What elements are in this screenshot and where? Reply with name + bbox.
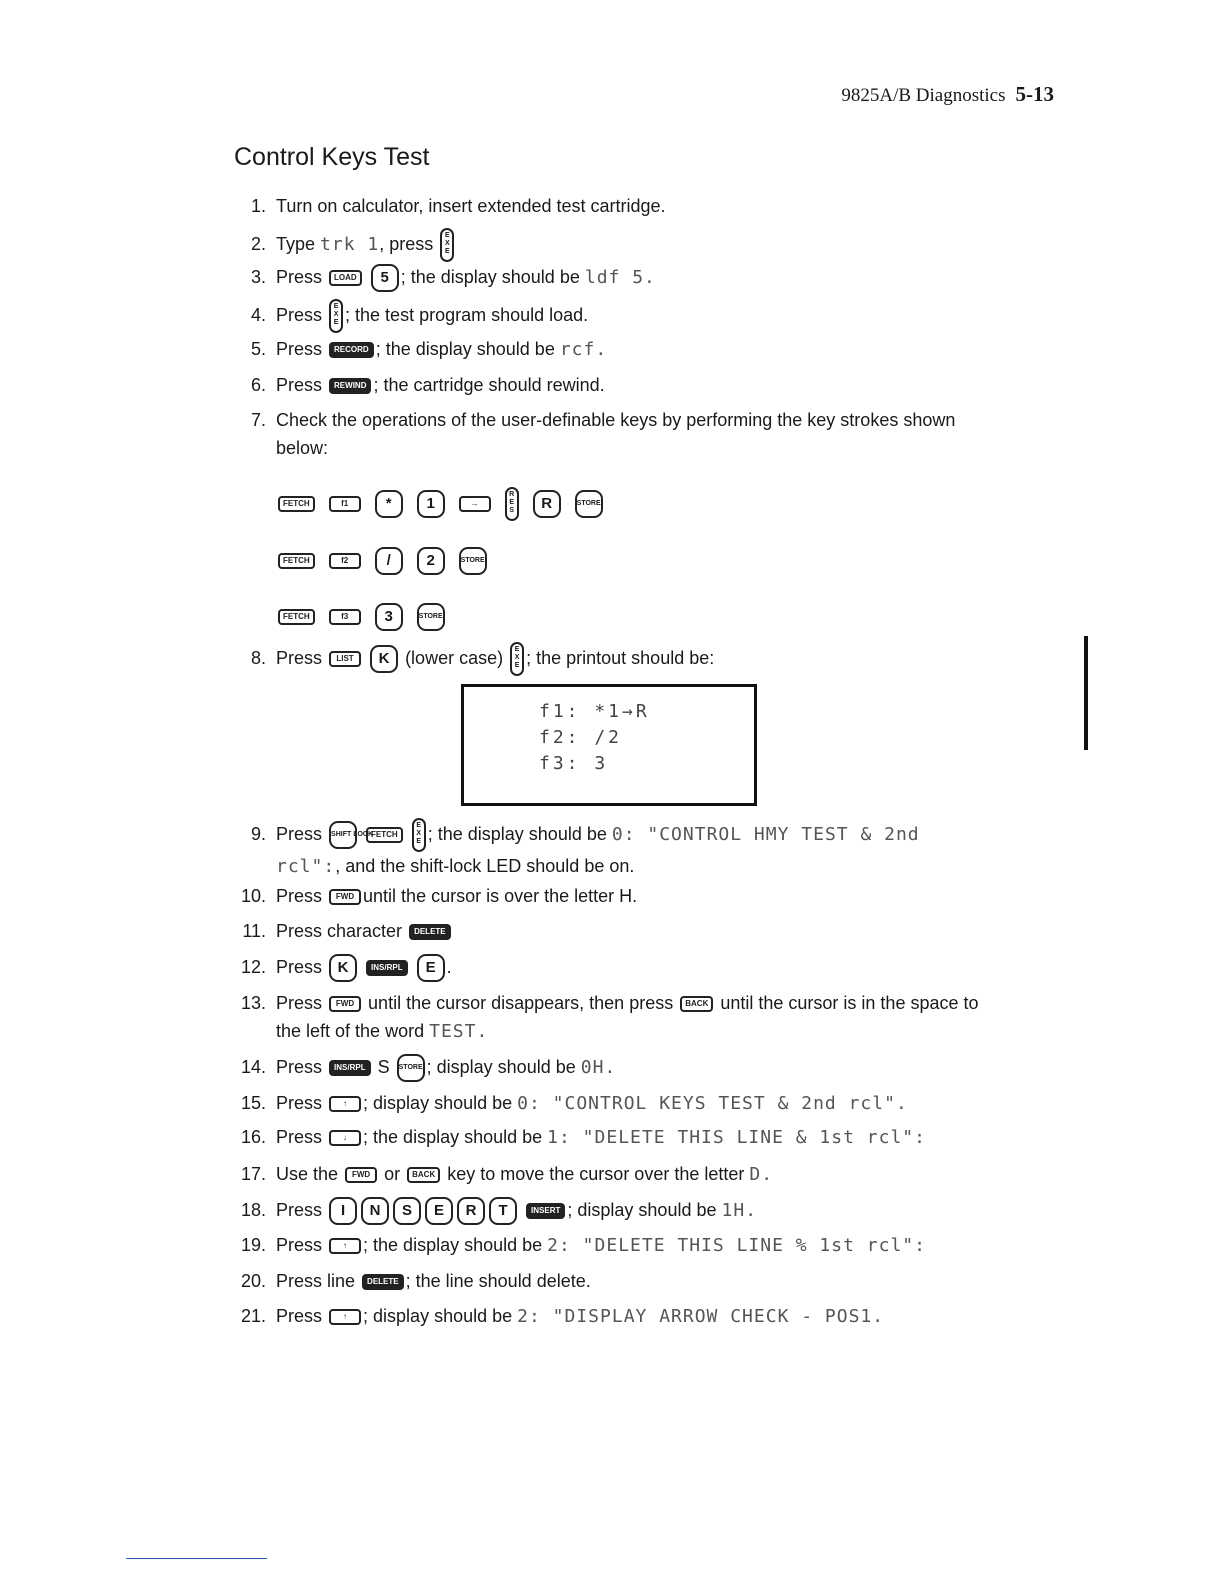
delete-key-icon: DELETE <box>409 924 451 940</box>
forward-key-icon: FWD <box>345 1167 377 1183</box>
printout-line: f3: 3 <box>539 753 609 774</box>
page-number: 5-13 <box>1015 82 1054 106</box>
key-n-icon: N <box>361 1197 389 1225</box>
rewind-key-icon: REWIND <box>329 378 371 394</box>
forward-key-icon: FWD <box>329 996 361 1012</box>
step-15: 15. Press ↑ ; display should be 0: "CONTROL KEYS TEST & 2nd rcl". <box>240 1093 908 1114</box>
printout-line: f1: *1→R <box>539 701 650 722</box>
fetch-key-icon: FETCH <box>366 827 403 843</box>
store-key-icon: STORE <box>417 603 445 631</box>
store-key-icon: STORE <box>397 1054 425 1082</box>
execute-key-icon: E X E <box>412 818 426 852</box>
step-5: 5. Press RECORD ; the display should be rcf. <box>250 339 608 360</box>
header-title: 9825A/B Diagnostics <box>841 85 1006 106</box>
step-18: 18. Press I N S E R T INSERT ; display should be 1H. <box>230 1196 1030 1225</box>
footer-rule <box>126 1558 267 1559</box>
slash-key-icon: / <box>375 547 403 575</box>
key-s-icon: S <box>393 1197 421 1225</box>
key-t-icon: T <box>489 1197 517 1225</box>
key-5-icon: 5 <box>371 264 399 292</box>
back-key-icon: BACK <box>407 1167 440 1183</box>
load-key-icon: LOAD <box>329 270 362 286</box>
key-e-icon: E <box>425 1197 453 1225</box>
step-20: 20. Press line DELETE ; the line should delete. <box>240 1271 591 1291</box>
section-title: Control Keys Test <box>234 143 430 171</box>
display-text: rcf. <box>559 339 608 360</box>
key-k-icon: K <box>370 645 398 673</box>
display-text: 0: "CONTROL HMY TEST & 2nd <box>611 823 920 845</box>
key-sequence-3 <box>276 597 447 637</box>
down-arrow-key-icon: ↓ <box>329 1130 361 1146</box>
insert-key-icon: INSERT <box>526 1203 565 1219</box>
step-16: 16. Press ↓ ; the display should be 1: "DELETE THIS LINE & 1st rcl": <box>240 1127 926 1148</box>
execute-key-icon: E X E <box>510 642 524 676</box>
key-2-icon: 2 <box>417 547 445 575</box>
result-key-icon: R E S <box>505 487 519 521</box>
key-sequence-2 <box>276 541 489 581</box>
f2-key-icon: f2 <box>329 553 361 569</box>
up-arrow-key-icon: ↑ <box>329 1096 361 1112</box>
step-4: 4. Press E X E ; the test program should load. <box>230 299 1030 333</box>
key-k-icon: K <box>329 954 357 982</box>
key-e-icon: E <box>417 954 445 982</box>
display-text: 0H. <box>580 1057 617 1078</box>
step-13: 13. Press FWD until the cursor disappears, then press BACK until the cursor is in the space to the left of the word TEST. <box>240 993 979 1042</box>
f1-key-icon: f1 <box>329 496 361 512</box>
up-arrow-key-icon: ↑ <box>329 1238 361 1254</box>
key-3-icon: 3 <box>375 603 403 631</box>
step-3: 3. Press LOAD 5 ; the display should be ldf 5. <box>230 263 1030 292</box>
asterisk-key-icon: * <box>375 490 403 518</box>
printout-box <box>461 684 757 806</box>
insert-replace-key-icon: INS/RPL <box>329 1060 371 1076</box>
key-1-icon: 1 <box>417 490 445 518</box>
step-7: 7. Check the operations of the user-definable keys by performing the key strokes shown below: <box>250 410 956 458</box>
step-2: 2. Type trk 1, press E X E <box>230 228 1030 262</box>
display-text: 1: "DELETE THIS LINE & 1st rcl": <box>547 1127 926 1148</box>
display-text: D. <box>749 1164 774 1185</box>
forward-key-icon: FWD <box>329 889 361 905</box>
list-key-icon: LIST <box>329 651 361 667</box>
display-text: trk 1 <box>320 233 380 255</box>
delete-key-icon: DELETE <box>362 1274 404 1290</box>
display-text: 2: "DELETE THIS LINE % 1st rcl": <box>547 1235 926 1256</box>
step-1: 1. Turn on calculator, insert extended test cartridge. <box>250 196 666 216</box>
step-17: 17. Use the FWD or BACK key to move the cursor over the letter D. <box>240 1164 774 1185</box>
display-text: ldf 5. <box>584 267 656 288</box>
arrow-key-icon: → <box>459 496 491 512</box>
shift-lock-key-icon: SHIFT LOCK <box>329 821 357 849</box>
store-key-icon: STORE <box>575 490 603 518</box>
insert-replace-key-icon: INS/RPL <box>366 960 408 976</box>
display-text: 1H. <box>721 1200 758 1221</box>
display-text: 0: "CONTROL KEYS TEST & 2nd rcl". <box>517 1093 908 1114</box>
step-12: 12. Press K INS/RPL E . <box>230 953 1030 982</box>
fetch-key-icon: FETCH <box>278 496 315 512</box>
fetch-key-icon: FETCH <box>278 609 315 625</box>
printout-line: f2: /2 <box>539 727 623 748</box>
change-bar <box>1084 636 1088 750</box>
key-r-icon: R <box>533 490 561 518</box>
key-sequence-1 <box>276 484 605 524</box>
store-key-icon: STORE <box>459 547 487 575</box>
fetch-key-icon: FETCH <box>278 553 315 569</box>
execute-key-icon: E X E <box>329 299 343 333</box>
f3-key-icon: f3 <box>329 609 361 625</box>
step-14: 14. Press INS/RPL S STORE ; display should be 0H. <box>230 1053 1030 1082</box>
step-11: 11. Press character DELETE <box>230 917 1030 945</box>
page-header <box>841 82 1054 107</box>
step-19: 19. Press ↑ ; the display should be 2: "DELETE THIS LINE % 1st rcl": <box>240 1235 926 1256</box>
execute-key-icon: E X E <box>440 228 454 262</box>
step-9: 9. Press SHIFT LOCK FETCH E X E ; the display should be 0: "CONTROL HMY TEST & 2nd rcl":, and the shift-lock LED should be on. <box>230 818 1030 881</box>
step-21: 21. Press ↑ ; display should be 2: "DISPLAY ARROW CHECK - POS1. <box>240 1306 885 1327</box>
record-key-icon: RECORD <box>329 342 374 358</box>
up-arrow-key-icon: ↑ <box>329 1309 361 1325</box>
step-10: 10. Press FWD until the cursor is over the letter H. <box>240 886 638 906</box>
key-i-icon: I <box>329 1197 357 1225</box>
display-text: 2: "DISPLAY ARROW CHECK - POS1. <box>517 1306 885 1327</box>
step-8: 8. Press LIST K (lower case) E X E ; the printout should be: <box>230 642 1030 676</box>
key-r-icon: R <box>457 1197 485 1225</box>
back-key-icon: BACK <box>680 996 713 1012</box>
step-6: 6. Press REWIND ; the cartridge should rewind. <box>250 375 605 395</box>
